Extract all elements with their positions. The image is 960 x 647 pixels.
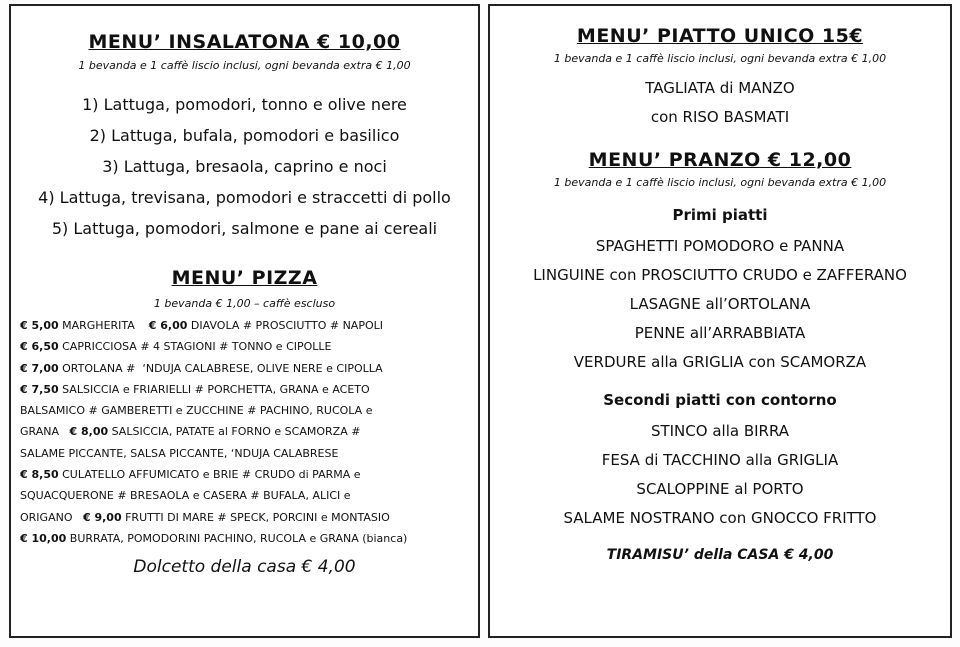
pizza-line bbox=[20, 379, 478, 400]
pizza-price: € 6,50 bbox=[20, 340, 59, 354]
pizza-price: € 8,00 bbox=[69, 425, 109, 439]
list-item: 5) Lattuga, pomodori, salmone e pane ai cereali bbox=[51, 219, 438, 238]
pizza-subtitle: 1 bevanda € 1,00 – caffè escluso bbox=[153, 297, 336, 310]
pizza-line bbox=[20, 507, 478, 528]
insalatona-list bbox=[11, 89, 478, 244]
primi-heading: Primi piatti bbox=[672, 206, 768, 224]
pizza-price: € 7,50 bbox=[20, 382, 59, 396]
pizza-text: MARGHERITA bbox=[58, 319, 149, 332]
list-item: con RISO BASMATI bbox=[650, 108, 790, 126]
list-item: 2) Lattuga, bufala, pomodori e basilico bbox=[89, 126, 400, 145]
secondi-heading: Secondi piatti con contorno bbox=[603, 391, 837, 409]
pizza-text: ORIGANO bbox=[20, 510, 83, 524]
pizza-line bbox=[20, 528, 478, 549]
piatto-unico-subtitle: 1 bevanda e 1 caffè liscio inclusi, ogni bevanda extra € 1,00 bbox=[553, 52, 887, 65]
insalatona-title: MENU’ INSALATONA € 10,00 bbox=[88, 31, 401, 53]
list-item: 4) Lattuga, trevisana, pomodori e straccetti di pollo bbox=[38, 188, 451, 207]
list-item: FESA di TACCHINO alla GRIGLIA bbox=[601, 451, 839, 469]
pizza-line bbox=[20, 400, 478, 421]
list-item: SALAME NOSTRANO con GNOCCO FRITTO bbox=[563, 509, 877, 527]
pizza-text: ORTOLANA # ‘NDUJA CALABRESE, OLIVE NERE e CIPOLLA bbox=[58, 361, 383, 375]
pizza-text: BURRATA, POMODORINI PACHINO, RUCOLA e GRANA (bianca) bbox=[66, 531, 408, 545]
secondi-list bbox=[490, 417, 950, 533]
list-item: SCALOPPINE al PORTO bbox=[636, 480, 804, 498]
pizza-text: SQUACQUERONE # BRESAOLA e CASERA # BUFALA, ALICI e bbox=[20, 489, 351, 503]
pizza-price: € 6,00 bbox=[148, 319, 188, 332]
right-menu-panel bbox=[488, 4, 952, 638]
pizza-text: SALSICCIA, PATATE al FORNO e SCAMORZA # bbox=[108, 425, 361, 439]
pizza-text: SALSICCIA e FRIARIELLI # PORCHETTA, GRANA e ACETO bbox=[58, 382, 370, 396]
list-item: LINGUINE con PROSCIUTTO CRUDO e ZAFFERANO bbox=[533, 266, 907, 284]
pizza-text: GRANA bbox=[20, 425, 70, 439]
pizza-list bbox=[11, 315, 478, 549]
list-item: STINCO alla BIRRA bbox=[650, 422, 790, 440]
pranzo-title: MENU’ PRANZO € 12,00 bbox=[588, 149, 852, 171]
list-item: PENNE all’ARRABBIATA bbox=[634, 324, 806, 342]
pizza-text: CULATELLO AFFUMICATO e BRIE # CRUDO di PARMA e bbox=[58, 468, 361, 482]
pizza-line bbox=[20, 336, 478, 357]
pizza-text: CAPRICCIOSA # 4 STAGIONI # TONNO e CIPOLLE bbox=[58, 340, 332, 354]
pizza-title: MENU’ PIZZA bbox=[171, 267, 318, 289]
left-menu-panel bbox=[9, 4, 480, 638]
pizza-text: SALAME PICCANTE, SALSA PICCANTE, ‘NDUJA CALABRESE bbox=[20, 446, 339, 460]
pizza-price: € 9,00 bbox=[82, 510, 122, 524]
pizza-price: € 10,00 bbox=[20, 531, 67, 545]
primi-list bbox=[490, 232, 950, 377]
pizza-line bbox=[20, 358, 478, 379]
piatto-unico-title: MENU’ PIATTO UNICO 15€ bbox=[576, 25, 864, 47]
list-item: 1) Lattuga, pomodori, tonno e olive nere bbox=[82, 95, 407, 114]
pizza-line bbox=[20, 443, 478, 464]
dolcetto-line: Dolcetto della casa € 4,00 bbox=[133, 557, 356, 578]
pranzo-subtitle: 1 bevanda e 1 caffè liscio inclusi, ogni bevanda extra € 1,00 bbox=[553, 176, 887, 189]
list-item: VERDURE alla GRIGLIA con SCAMORZA bbox=[573, 353, 867, 371]
pizza-line bbox=[20, 315, 478, 336]
pizza-text: BALSAMICO # GAMBERETTI e ZUCCHINE # PACHINO, RUCOLA e bbox=[20, 404, 373, 418]
pizza-line bbox=[20, 421, 478, 442]
list-item: LASAGNE all’ORTOLANA bbox=[629, 295, 811, 313]
pizza-text: FRUTTI DI MARE # SPECK, PORCINI e MONTASIO bbox=[121, 510, 390, 524]
pizza-price: € 8,50 bbox=[20, 468, 59, 482]
piatto-unico-list bbox=[490, 74, 950, 132]
insalatona-subtitle: 1 bevanda e 1 caffè liscio inclusi, ogni bevanda extra € 1,00 bbox=[78, 59, 411, 72]
list-item: 3) Lattuga, bresaola, caprino e noci bbox=[102, 157, 387, 176]
pizza-line bbox=[20, 485, 478, 506]
tiramisu-line: TIRAMISU’ della CASA € 4,00 bbox=[606, 547, 834, 563]
pizza-price: € 5,00 bbox=[20, 319, 59, 332]
pizza-text: DIAVOLA # PROSCIUTTO # NAPOLI bbox=[187, 319, 383, 332]
list-item: TAGLIATA di MANZO bbox=[645, 79, 795, 97]
pizza-line bbox=[20, 464, 478, 485]
pizza-price: € 7,00 bbox=[20, 361, 59, 375]
list-item: SPAGHETTI POMODORO e PANNA bbox=[595, 237, 845, 255]
